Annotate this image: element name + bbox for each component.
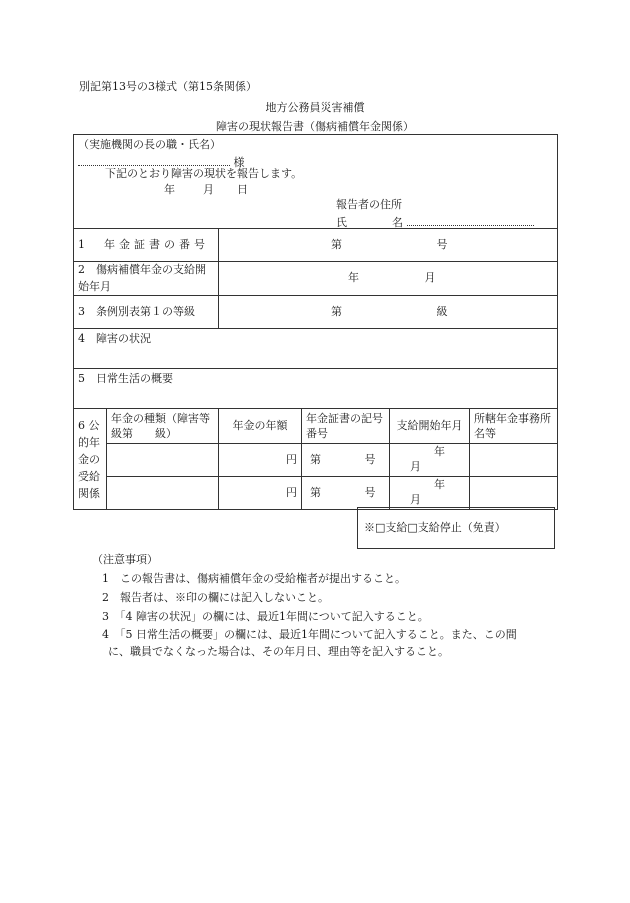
notes-heading: （注意事項） [92,553,158,566]
start-cell[interactable]: 年 月 [390,444,470,477]
form-id: 別記第13号の3様式（第15条関係） [79,80,257,93]
col-pension-type: 年金の種類（障害等級第 級） [107,409,219,444]
col-pension-office: 所轄年金事務所名等 [470,409,558,444]
row2-label: 2 傷病補償年金の支給開始年月 [74,262,219,296]
page-title: 障害の現状報告書（傷病補償年金関係） [216,120,414,133]
col-cert-number: 年金証書の記号番号 [302,409,390,444]
row1-value[interactable]: 第 号 [219,229,558,262]
row3-value[interactable]: 第 級 [219,296,558,329]
notes-section [92,553,562,664]
pension-type-cell[interactable] [107,444,219,477]
cert-cell[interactable]: 第 号 [302,444,390,477]
table-row [74,444,558,477]
amount-cell[interactable]: 円 [219,477,302,510]
row1-label: 1 年金証書の番号 [74,229,219,262]
org-label: （実施機関の長の職・氏名） [78,138,221,151]
row5-label: 5 日常生活の概要 [78,372,173,385]
note-item-4-continued: に、職員でなくなった場合は、その年月日、理由等を記入すること。 [108,645,449,659]
row5-daily-life[interactable] [74,369,558,409]
note-item-2: 2 報告者は、※印の欄には記入しないこと。 [102,590,329,604]
report-form [73,134,558,510]
reporter-name-line[interactable] [407,213,534,226]
payment-status-box [357,507,555,549]
pension-type-cell[interactable] [107,477,219,510]
col-start-date: 支給開始年月 [390,409,470,444]
reporter-address-label: 報告者の住所 [336,198,402,211]
note-item-1: 1 この報告書は、傷病補償年金の受給権者が提出すること。 [102,571,406,585]
sama-label: 様 [233,156,245,169]
note-item-4: 4 「5 日常生活の概要」の欄には、最近1年間について記入すること。また、この間 [102,628,517,642]
payment-status-label: ※□支給□支給停止（免責） [364,520,506,534]
row2-value[interactable]: 年 月 [219,262,558,296]
addressee-cell[interactable] [74,135,558,229]
addressee-name-line[interactable] [78,153,230,166]
date-day-label: 日 [237,183,248,196]
name-label-2: 名 [392,216,403,229]
name-label-1: 氏 [336,216,347,229]
cert-cell[interactable]: 第 号 [302,477,390,510]
row4-label: 4 障害の状況 [78,332,151,345]
office-cell[interactable] [470,444,558,477]
report-statement: 下記のとおり障害の現状を報告します。 [105,167,303,180]
col-annual-amount: 年金の年額 [219,409,302,444]
date-month-label: 月 [203,183,214,196]
start-cell[interactable]: 年 月 [390,477,470,510]
amount-cell[interactable]: 円 [219,444,302,477]
section6-label: 6 公的年金の受給関係 [74,409,107,510]
title-line-1: 地方公務員災害補償 [265,101,365,114]
table-row [74,477,558,510]
row3-label: 3 条例別表第１の等級 [74,296,219,329]
date-year-label: 年 [164,183,175,196]
row4-disability-status[interactable] [74,329,558,369]
office-cell[interactable] [470,477,558,510]
note-item-3: 3 「4 障害の状況」の欄には、最近1年間について記入すること。 [102,609,429,623]
